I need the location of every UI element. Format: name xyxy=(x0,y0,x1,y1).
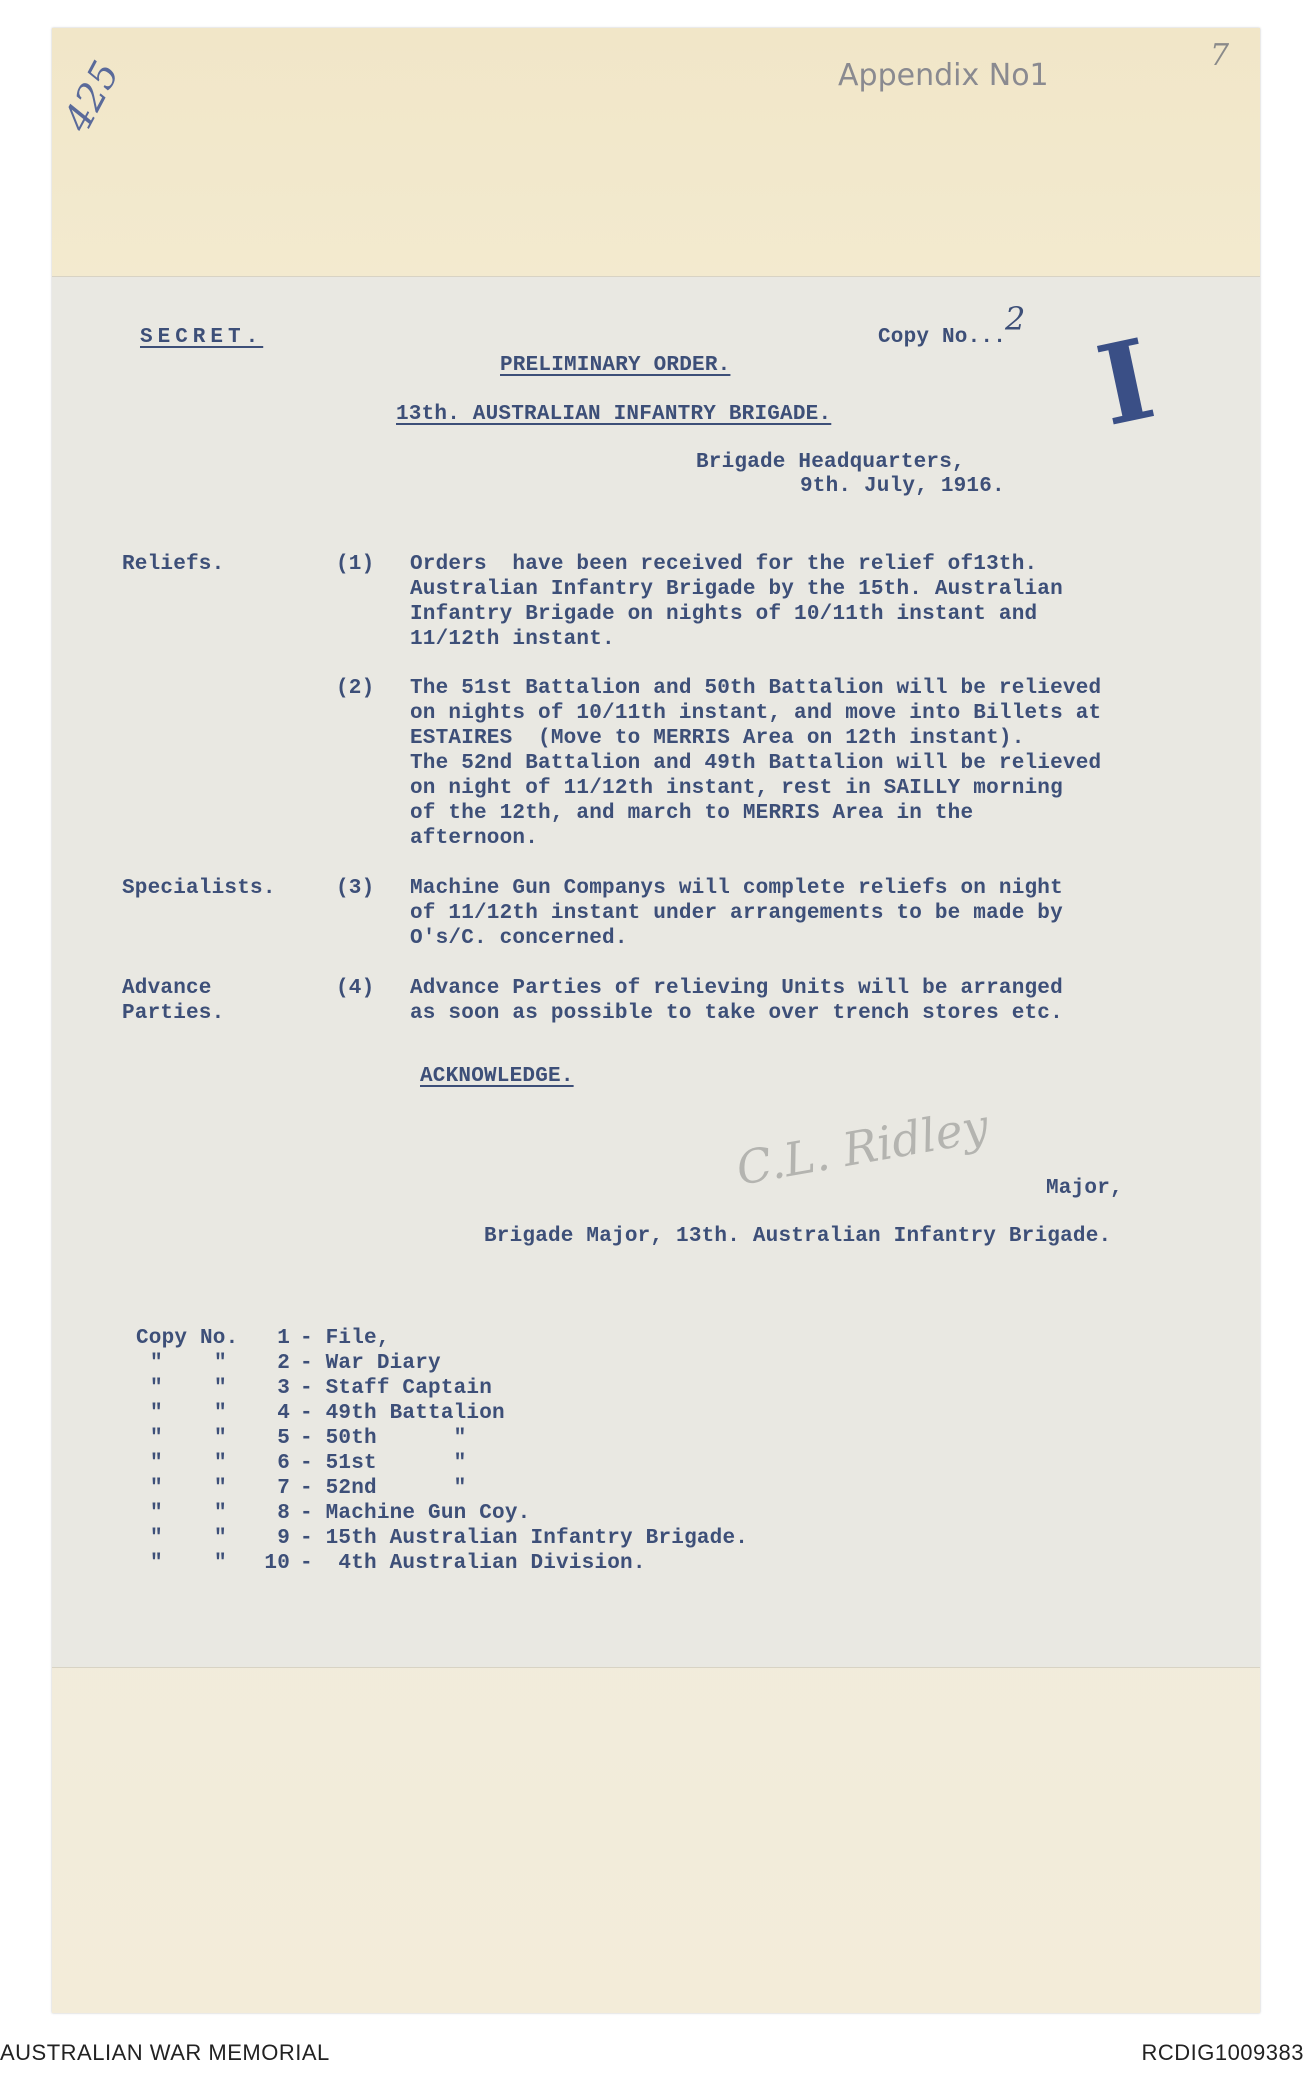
distribution-number: 3 xyxy=(277,1377,290,1400)
paragraph-line: O's/C. concerned. xyxy=(410,927,628,950)
distribution-recipient: - File, xyxy=(300,1326,390,1351)
paragraph-line: Advance Parties of relieving Units will be arranged xyxy=(410,977,1063,1000)
distribution-prefix: " " xyxy=(150,1452,227,1475)
distribution-prefix: " " xyxy=(150,1402,227,1425)
order-subtitle: 13th. AUSTRALIAN INFANTRY BRIGADE. xyxy=(396,403,832,426)
order-location: Brigade Headquarters, xyxy=(696,451,965,474)
paragraph-line: as soon as possible to take over trench stores etc. xyxy=(410,1002,1063,1025)
paragraph-number: (2) xyxy=(336,677,375,700)
paragraph-line: 11/12th instant. xyxy=(410,628,615,651)
typed-order-overlay xyxy=(52,276,1260,1668)
distribution-recipient: - 49th Battalion xyxy=(300,1401,505,1426)
paragraph-line: on nights of 10/11th instant, and move into Billets at xyxy=(410,702,1102,725)
distribution-prefix: Copy No. xyxy=(136,1327,239,1350)
copy-number-label: Copy No... xyxy=(878,326,1007,349)
distribution-prefix: " " xyxy=(150,1552,227,1575)
distribution-number: 2 xyxy=(277,1352,290,1375)
distribution-prefix: " " xyxy=(150,1477,227,1500)
sheet-top-margin xyxy=(52,28,1260,276)
paragraph-number: (3) xyxy=(336,877,375,900)
distribution-number: 1 xyxy=(277,1327,290,1350)
distribution-recipient: - 4th Australian Division. xyxy=(300,1551,646,1576)
page-number-handwritten: 425 xyxy=(55,53,128,139)
section-label-reliefs: Reliefs. xyxy=(122,553,225,576)
roman-numeral-marker: I xyxy=(1087,314,1165,451)
acknowledge-label: ACKNOWLEDGE. xyxy=(420,1065,574,1088)
distribution-number: 7 xyxy=(277,1477,290,1500)
signature-handwritten: C.L. Ridley xyxy=(732,1098,993,1196)
paragraph-line: Australian Infantry Brigade by the 15th. Australian xyxy=(410,578,1063,601)
paragraph-line: Machine Gun Companys will complete reliefs on night xyxy=(410,877,1063,900)
paragraph-line: of the 12th, and march to MERRIS Area in the xyxy=(410,802,974,825)
distribution-number: 8 xyxy=(277,1502,290,1525)
paragraph-line: on night of 11/12th instant, rest in SAILLY morning xyxy=(410,777,1063,800)
distribution-number: 9 xyxy=(277,1527,290,1550)
paragraph-line: afternoon. xyxy=(410,827,539,850)
signature-title: Brigade Major, 13th. Australian Infantry Brigade. xyxy=(484,1225,1112,1248)
order-date: 9th. July, 1916. xyxy=(800,475,1005,498)
distribution-recipient: - Staff Captain xyxy=(300,1376,492,1401)
paragraph-number: (1) xyxy=(336,553,375,576)
distribution-prefix: " " xyxy=(150,1352,227,1375)
distribution-recipient: - 15th Australian Infantry Brigade. xyxy=(300,1526,748,1551)
distribution-number: 4 xyxy=(277,1402,290,1425)
section-label-parties: Parties. xyxy=(122,1002,225,1025)
footer-record-id: RCDIG1009383 xyxy=(1141,2040,1304,2065)
secret-label: SECRET. xyxy=(140,326,264,349)
appendix-stamp: Appendix No1 xyxy=(838,58,1049,93)
distribution-prefix: " " xyxy=(150,1377,227,1400)
paragraph-line: ESTAIRES (Move to MERRIS Area on 12th instant). xyxy=(410,727,1025,750)
distribution-number: 5 xyxy=(277,1427,290,1450)
footer-archive-name: AUSTRALIAN WAR MEMORIAL xyxy=(0,2040,330,2065)
corner-number: 7 xyxy=(1210,38,1230,73)
distribution-number: 6 xyxy=(277,1452,290,1475)
paragraph-line: The 52nd Battalion and 49th Battalion will be relieved xyxy=(410,752,1102,775)
distribution-prefix: " " xyxy=(150,1502,227,1525)
distribution-recipient: - 51st " xyxy=(300,1451,466,1476)
distribution-prefix: " " xyxy=(150,1427,227,1450)
paragraph-line: The 51st Battalion and 50th Battalion will be relieved xyxy=(410,677,1102,700)
section-label-specialists: Specialists. xyxy=(122,877,276,900)
signature-rank: Major, xyxy=(1046,1177,1123,1200)
copy-number-handwritten: 2 xyxy=(1005,300,1026,338)
paragraph-line: of 11/12th instant under arrangements to be made by xyxy=(410,902,1063,925)
distribution-recipient: - 50th " xyxy=(300,1426,466,1451)
paragraph-line: Orders have been received for the relief of13th. xyxy=(410,553,1038,576)
distribution-number: 10 xyxy=(264,1552,290,1575)
distribution-recipient: - War Diary xyxy=(300,1351,441,1376)
section-label-advance: Advance xyxy=(122,977,212,1000)
paragraph-number: (4) xyxy=(336,977,375,1000)
paragraph-line: Infantry Brigade on nights of 10/11th instant and xyxy=(410,603,1038,626)
distribution-recipient: - Machine Gun Coy. xyxy=(300,1501,530,1526)
distribution-prefix: " " xyxy=(150,1527,227,1550)
order-title: PRELIMINARY ORDER. xyxy=(500,354,731,377)
distribution-recipient: - 52nd " xyxy=(300,1476,466,1501)
